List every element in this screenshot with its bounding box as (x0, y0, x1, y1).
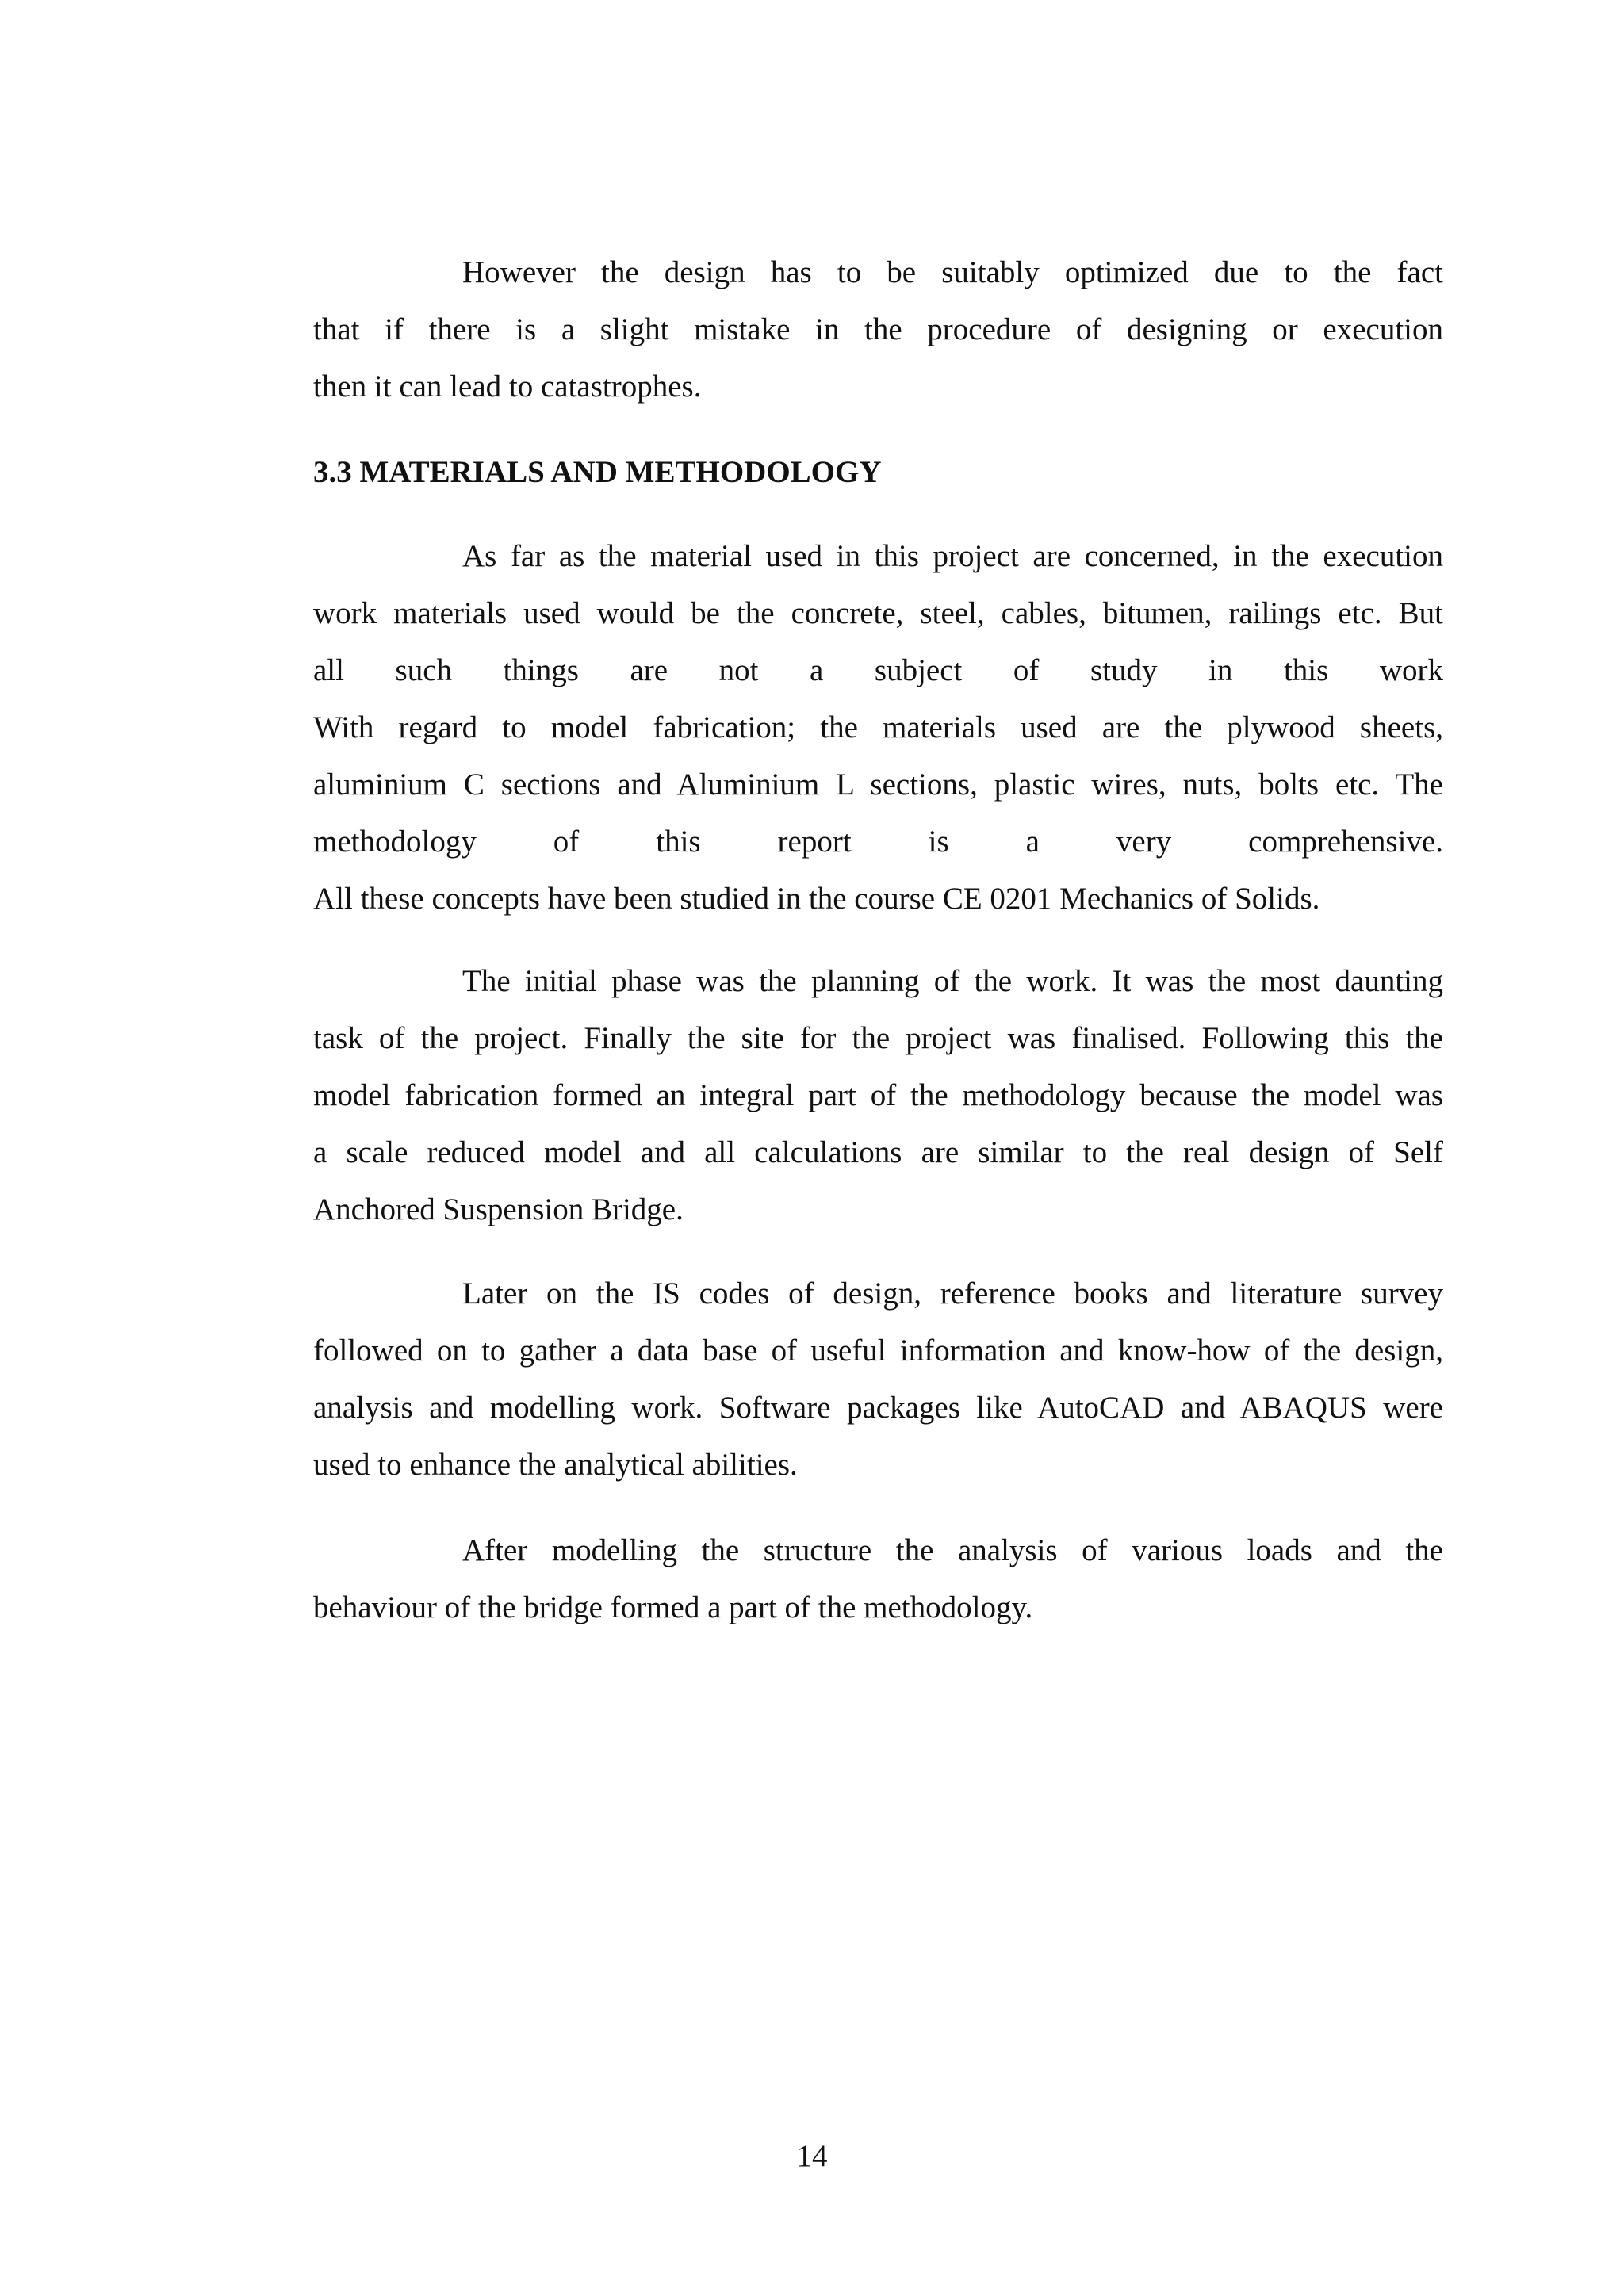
paragraph-line: Later on the IS codes of design, reference books and literature survey (462, 1276, 1443, 1311)
paragraph-line: used to enhance the analytical abilities. (313, 1448, 798, 1482)
paragraph-line: task of the project. Finally the site for the project was finalised. Following this the (313, 1021, 1443, 1055)
paragraph-line: analysis and modelling work. Software packages like AutoCAD and ABAQUS were (313, 1391, 1443, 1425)
page-number: 14 (796, 2139, 828, 2173)
paragraph-line: However the design has to be suitably optimized due to the fact (462, 255, 1443, 289)
paragraph-line: a scale reduced model and all calculations are similar to the real design of Self (313, 1135, 1443, 1169)
paragraph-planning (313, 953, 1443, 1238)
paragraph-line: that if there is a slight mistake in the procedure of designing or execution (313, 312, 1443, 346)
paragraph-line: methodology of this report is a very comprehensive. (313, 825, 1443, 859)
paragraph-line: The initial phase was the planning of the work. It was the most daunting (462, 964, 1443, 998)
paragraph-codes (313, 1265, 1443, 1494)
paragraph-line: model fabrication formed an integral part of the methodology because the model was (313, 1078, 1443, 1112)
paragraph-line: followed on to gather a data base of useful information and know-how of the design, (313, 1334, 1443, 1368)
paragraph-line: work materials used would be the concrete, steel, cables, bitumen, railings etc. But (313, 596, 1443, 630)
paragraph-intro (313, 244, 1443, 415)
paragraph-materials (313, 528, 1443, 928)
paragraph-line: aluminium C sections and Aluminium L sections, plastic wires, nuts, bolts etc. The (313, 767, 1443, 802)
paragraph-line: With regard to model fabrication; the materials used are the plywood sheets, (313, 710, 1443, 744)
paragraph-line: then it can lead to catastrophes. (313, 369, 702, 404)
section-heading: 3.3 MATERIALS AND METHODOLOGY (313, 455, 882, 489)
paragraph-line: As far as the material used in this project are concerned, in the execution (462, 539, 1443, 573)
paragraph-analysis (313, 1522, 1443, 1636)
paragraph-line: Anchored Suspension Bridge. (313, 1192, 684, 1226)
paragraph-line: All these concepts have been studied in the course CE 0201 Mechanics of Solids. (313, 882, 1320, 916)
paragraph-line: all such things are not a subject of study in this work (313, 653, 1443, 687)
paragraph-line: behaviour of the bridge formed a part of the methodology. (313, 1590, 1033, 1624)
paragraph-line: After modelling the structure the analysis of various loads and the (462, 1533, 1443, 1567)
